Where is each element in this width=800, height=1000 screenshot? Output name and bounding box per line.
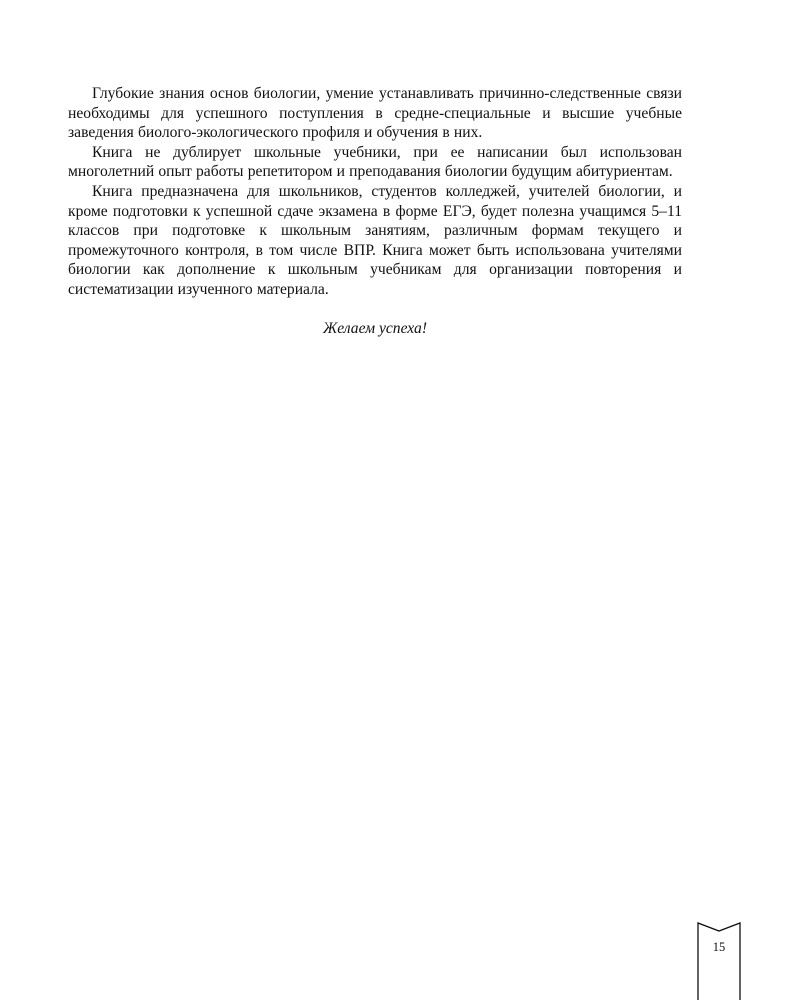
- page-number: 15: [712, 940, 726, 954]
- paragraph-2: Книга не дублирует школьные учебники, при ее написании был использован многолетний опыт работы репетитором и преподавания биологии будущим абитуриентам.: [68, 143, 682, 181]
- main-text: [68, 84, 682, 339]
- paragraph-1: Глубокие знания основ биологии, умение устанавливать причинно-следственные связи необходимы для успешного поступления в средне-специальные и высшие учебные заведения биолого-экологического профиля и обучения в них.: [68, 85, 682, 142]
- paragraph-3: Книга предназначена для школьников, студентов колледжей, учителей биологии, и кроме подготовки к успешной сдаче экзамена в форме ЕГЭ, будет полезна учащимся 5–11 классов при подготовке к школьным занятиям, различным формам текущего и промежуточного контроля, в том числе ВПР. Книга может быть использована учителями биологии как дополнение к школьным учебникам для организации повторения и систематизации изученного материала.: [68, 182, 682, 298]
- closing-wish: Желаем успеха!: [322, 319, 428, 337]
- page-number-tab: [697, 922, 741, 1000]
- page-tab-icon: [697, 922, 741, 1000]
